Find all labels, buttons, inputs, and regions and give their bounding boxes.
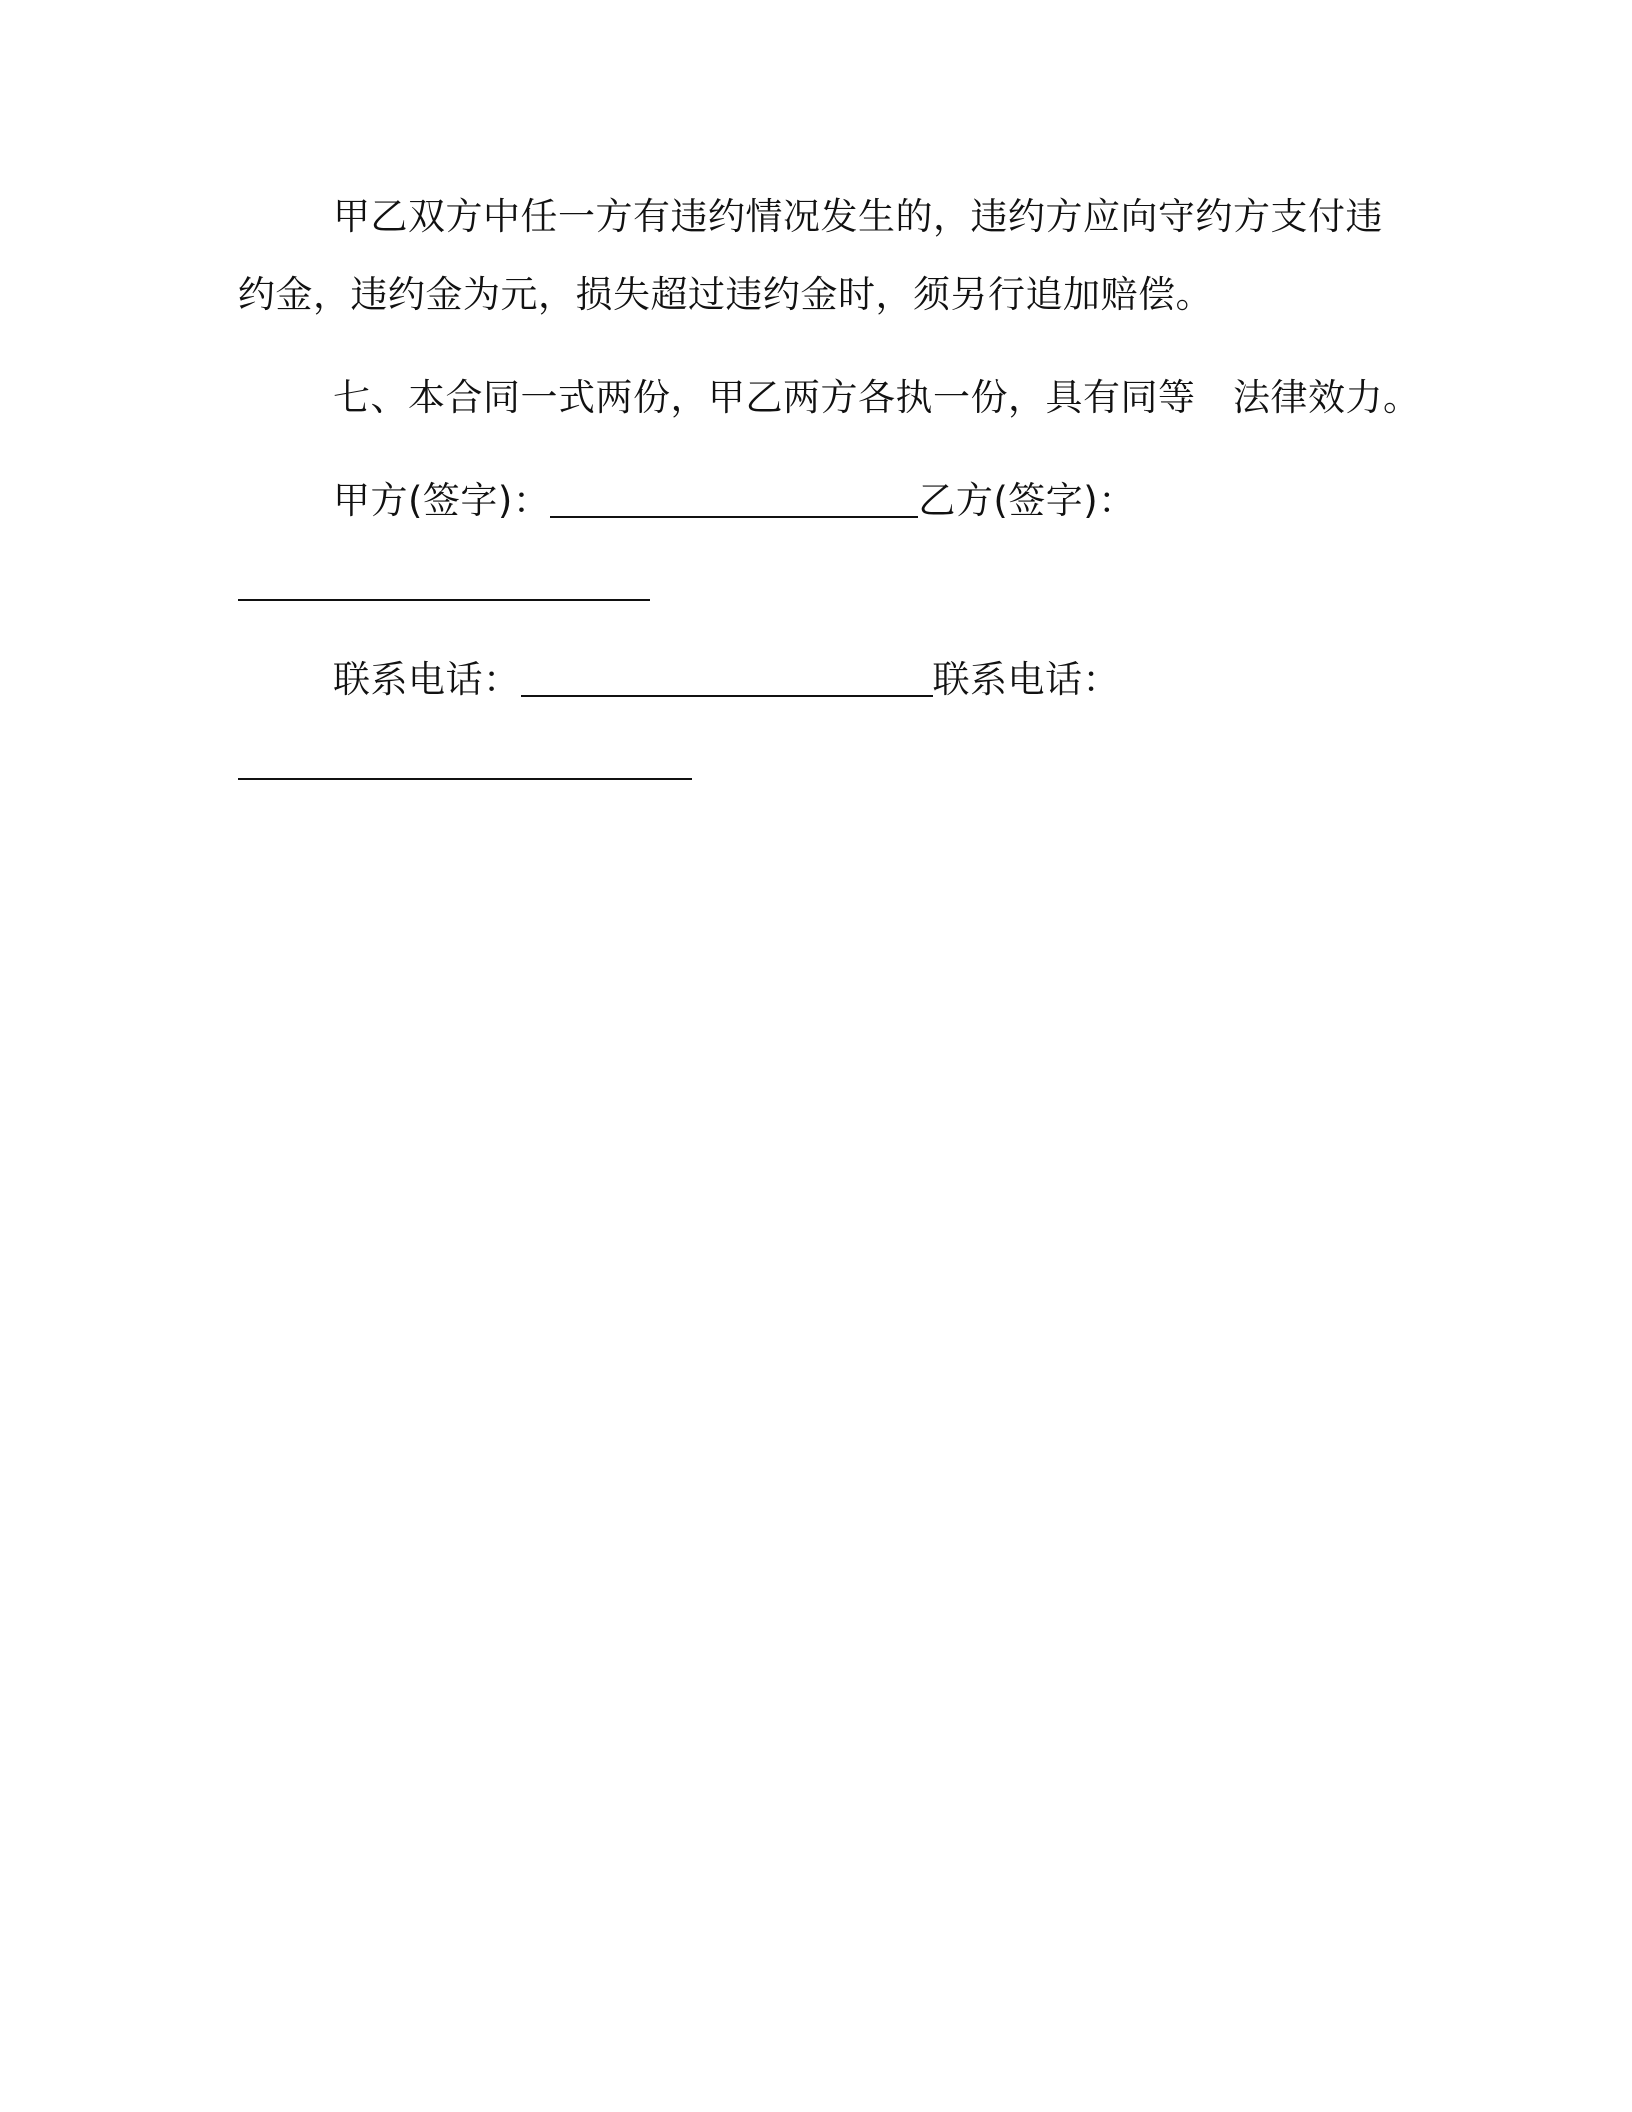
party-a-phone-label: 联系电话： <box>333 658 521 701</box>
party-b-phone-blank[interactable] <box>238 776 692 780</box>
party-a-phone-blank[interactable] <box>521 659 933 697</box>
paragraph-line: 七、本合同一式两份，甲乙两方各执一份，具有同等 法律效力。 <box>333 376 1421 419</box>
signature-row <box>333 476 1136 526</box>
party-b-signature-blank[interactable] <box>238 597 650 601</box>
paragraph-line: 甲乙双方中任一方有违约情况发生的，违约方应向守约方支付违 <box>333 195 1383 238</box>
paragraph-line: 约金，违约金为元，损失超过违约金时，须另行追加赔偿。 <box>238 273 1213 316</box>
party-b-signature-label: 乙方(签字)： <box>918 479 1136 522</box>
party-b-phone-label: 联系电话： <box>932 658 1120 701</box>
phone-row <box>333 655 1120 705</box>
party-a-signature-blank[interactable] <box>550 480 918 518</box>
party-a-signature-label: 甲方(签字)： <box>333 479 551 522</box>
